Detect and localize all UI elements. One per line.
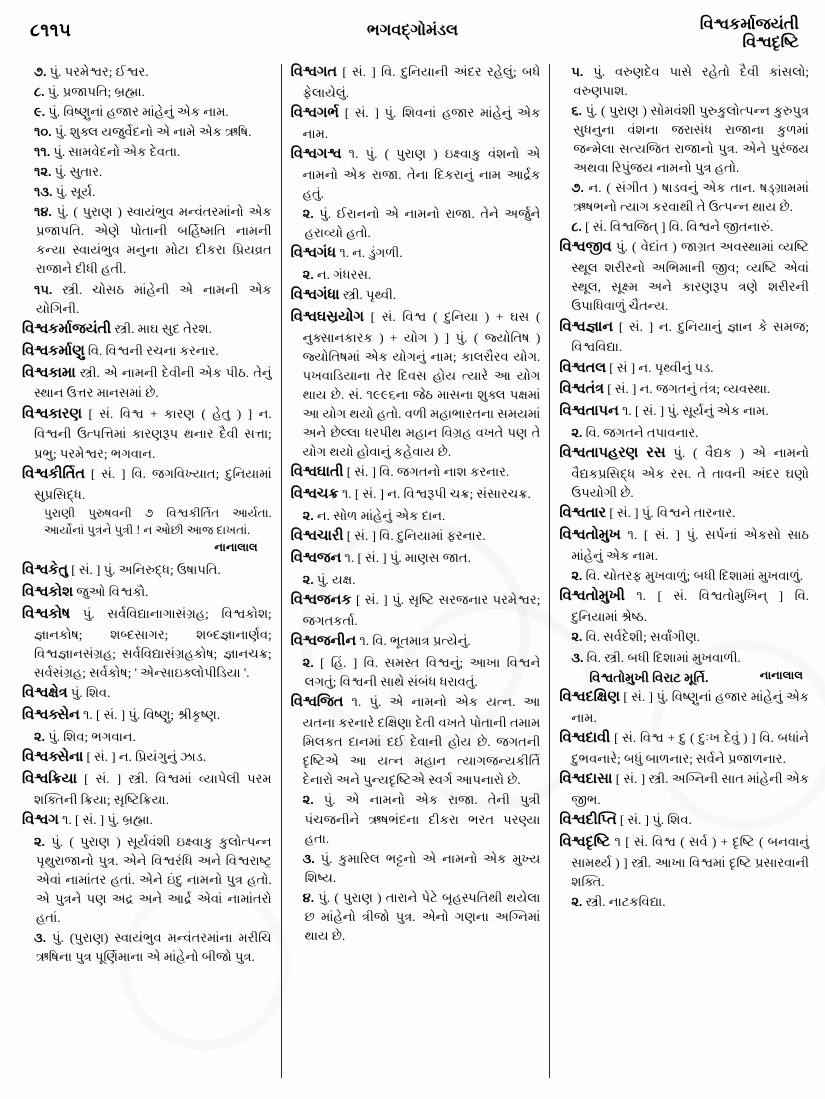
headword: વિશ્વઘસ્રયોગ xyxy=(290,309,364,326)
illustrative-quotation: વિશ્વતોમુખી વિરાટ મૂર્તિ. xyxy=(589,669,709,685)
sense-number: ૨. xyxy=(302,655,314,671)
dictionary-entry xyxy=(559,503,809,524)
sense-text: પું. વિષ્ણુનાં હજાર માંહેનું એક નામ. xyxy=(45,104,229,120)
sense-item xyxy=(559,217,809,236)
definition-text: [ સં. ] વિ. દુનિયામાં ફરનાર. xyxy=(343,528,486,544)
dictionary-entry xyxy=(22,363,272,403)
headword: વિશ્વગત xyxy=(290,64,337,80)
headword: વિશ્વક્રિયા xyxy=(22,770,77,787)
guide-word-last: વિશ્વદૃષ્ટિ xyxy=(742,34,799,52)
sense-item xyxy=(559,648,809,667)
sense-text: [ હિં. ] વિ. સમસ્ત વિશ્વનું; આખા વિશ્વને લગતું; વિશ્વની સાથે સંબંધ ધરાવતું. xyxy=(304,655,541,690)
sense-item xyxy=(291,204,541,242)
sense-text: પું. કુમારિલ ભટ્ટનો એ નામનો એક મુખ્ય શિષ્ય. xyxy=(304,850,541,885)
sense-text: પું. સુતાર. xyxy=(51,164,103,180)
definition-text: ૧. વિ. ભૂતમાત્ર પ્રત્યેનું. xyxy=(356,633,471,649)
headword: વિશ્વજન xyxy=(290,550,342,567)
dictionary-entry xyxy=(291,462,541,483)
headword: વિશ્વદાવી xyxy=(559,729,611,746)
sense-text: ન. સોળ માંહેનું એક દાન. xyxy=(313,508,446,524)
running-head xyxy=(16,14,809,60)
sense-text: પું. યક્ષ. xyxy=(313,572,356,588)
sense-text: પું. એ નામનો એક રાજા. તેની પુત્રી પંચજનીને ઋષભંદના દીકરા ભરત પરણ્યા હતા. xyxy=(304,792,541,846)
sense-item xyxy=(22,727,272,746)
dictionary-entry xyxy=(559,728,809,768)
headword: વિશ્વકોશ xyxy=(22,583,74,600)
sense-number: ૭. xyxy=(571,180,584,196)
sense-text: પું. ( પુરાણ ) સૂર્યવંશી ઇક્ષ્વાકુ કુલોત્પન્ન પૃથુરાજાનો પુત્ર. એને વિશ્વરંધિ અને વિશ્વરાષ્ટ્ર એવાં નામાંતર હતાં. એને ઇંદુ નામનો પુત્ર હતો. એ પુત્રને પણ અદ્ર અને આર્દ્ર એવાં નામાંતરો હતાં. xyxy=(36,833,272,925)
headword: વિશ્વકોષ xyxy=(22,605,71,622)
definition-text: પું. ( વેદાંત ) જાગ્રત અવસ્થામાં વ્યષ્ટિ સ્થૂલ શરીરનો અભિમાની જીવ; વ્યષ્ટિ એવાં સ્થૂલ, સૂક્ષ્મ અને કારણરૂપ ત્રણે શરીરની ઉપાધિવાળું ચૈતન્ય. xyxy=(571,239,810,314)
headword: વિશ્વકારણ xyxy=(22,405,82,422)
dictionary-entry xyxy=(22,404,272,463)
dictionary-entry xyxy=(559,687,809,727)
sense-item xyxy=(22,82,272,101)
headword: વિશ્વચક્ર xyxy=(290,486,339,503)
dictionary-entry xyxy=(22,747,272,768)
dictionary-entry xyxy=(291,103,541,143)
definition-text: ૧. ન. ડુંગળી. xyxy=(336,245,403,261)
definition-text: ૧ [ સં. વિશ્વ ( સર્વ ) + દૃષ્ટિ ( બનવાનું સામર્થ્ય ) ] સ્ત્રી. આખા વિશ્વમાં દૃષ્ટિ પ્રસારવાની શક્તિ. xyxy=(571,833,810,889)
definition-text: ૧. [ સં. ] પું. વિષ્ણુ; શ્રીકૃષ્ણ. xyxy=(79,706,221,722)
sense-text: પું. પરમેશ્વર; ઈશ્વર. xyxy=(46,64,149,79)
headword: વિશ્વદીપ્તિ xyxy=(559,811,617,828)
headword: વિશ્વકીર્તિત xyxy=(22,465,85,482)
definition-text: વિ. વિશ્વની રચના કરનાર. xyxy=(84,342,219,358)
dictionary-entry xyxy=(291,484,541,505)
definition-text: [ સં. ] ન. પ્રિયંગુનું ઝાડ. xyxy=(83,748,207,764)
headword: વિશ્વજ્ઞાન xyxy=(559,318,614,335)
headword: વિશ્વકર્માણુ xyxy=(22,342,85,359)
dictionary-entry xyxy=(22,705,272,726)
headword: વિશ્વતાર xyxy=(559,505,607,522)
dictionary-entry xyxy=(22,683,272,704)
headword: વિશ્વગંધ xyxy=(290,245,337,262)
text-column-1 xyxy=(10,62,281,1082)
definition-text: ૧. [ સં. વિશ્વતોમુખિન્ ] વિ. દુનિયામાં શ્રેષ્ઠ. xyxy=(571,588,810,625)
quotation-attribution: નાનાલાલ xyxy=(214,540,258,554)
headword: વિશ્વચારી xyxy=(290,528,344,545)
sense-item xyxy=(291,888,541,945)
sense-text: પું. ( પુરાણ ) સ્વાયંભુવ મન્વંતરમાંનો એક પ્રજાપતિ. એણે પોતાની બર્હિષ્મતિ નામની કન્યા સ્વાયંભુવ મનુના મોટા દીકરા પ્રિયવ્રત રાજાને દીધી હતી. xyxy=(36,204,272,277)
sense-item xyxy=(559,101,809,177)
dictionary-entry xyxy=(22,560,272,581)
sense-item xyxy=(291,790,541,847)
sense-number: ૫. xyxy=(571,64,584,79)
sense-text: પું. શિવ; ભગવાન. xyxy=(44,728,136,744)
sense-number: ૨. xyxy=(34,728,45,744)
definition-text: [ સં. ] પું. અનિરુદ્ધ; ઉષાપતિ. xyxy=(67,561,221,577)
sense-number: ૧૧. xyxy=(34,144,51,160)
sense-text: પું. પ્રજાપતિ; બ્રહ્મા. xyxy=(44,84,145,100)
sense-number: ૧૩. xyxy=(34,184,53,200)
definition-text: ૧. [ સં. ] પું. માણસ જાત. xyxy=(341,550,471,566)
definition-text: [ સં. ] વિ. જગવિખ્યાત; દુનિયામાં સુપ્રસિદ્ધ. xyxy=(34,465,272,502)
sense-item xyxy=(22,122,272,141)
definition-text: ૧. [ સં. ] પું. સૂર્યનું એક નામ. xyxy=(618,403,769,419)
headword: વિશ્વજીવ xyxy=(559,239,612,256)
headword: વિશ્વગર્ભ xyxy=(290,105,339,121)
headword: વિશ્વઘાતી xyxy=(290,464,344,481)
definition-text: ૧. [ સં. ] પું. બ્રહ્મા. xyxy=(58,811,153,827)
sense-number: ૨. xyxy=(571,425,583,441)
sense-number: ૨. xyxy=(571,893,583,909)
headword: વિશ્વજનીન xyxy=(290,633,357,650)
sense-number: ૧૦. xyxy=(34,124,52,140)
dictionary-entry xyxy=(559,769,809,809)
dictionary-entry xyxy=(22,464,272,504)
sense-text: વિ. સર્વદેશી; સર્વાંગીણ. xyxy=(582,629,701,645)
definition-text: [ સં. ] સ્ત્રી. વિશ્વમાં વ્યાપેલી પરમ શક્તિની ક્રિયા; સૃષ્ટિક્રિયા. xyxy=(34,770,272,807)
headword: વિશ્વતંત્ર xyxy=(559,381,604,398)
dictionary-entry xyxy=(559,358,809,379)
sense-text: ન. ( સંગીત ) ષાડવનું એક તાન. ષડ્ગ્રામમાં ઋષભનો ત્યાગ કરવાથી તે ઉત્પન્ન થાય છે. xyxy=(573,180,810,215)
headword: વિશ્વક્સેન xyxy=(22,706,80,723)
quotation-attribution: નાનાલાલ xyxy=(759,668,804,682)
sense-item xyxy=(291,653,541,691)
sense-item xyxy=(559,178,809,216)
sense-number: ૩. xyxy=(34,929,46,945)
sense-item xyxy=(291,570,541,589)
sense-number: ૨. xyxy=(302,792,314,808)
dictionary-entry xyxy=(559,237,809,315)
sense-text: પું. શુક્લ યજુર્વેદનો એ નામે એક ઋષિ. xyxy=(51,124,252,140)
definition-text: ૧. [ સં. ] ન. વિશ્વરૂપી ચક્ર; સંસારચક્ર. xyxy=(338,486,531,502)
text-column-3 xyxy=(550,62,815,1082)
sense-item xyxy=(22,142,272,161)
sense-item xyxy=(291,506,541,525)
sense-number: ૧૨. xyxy=(34,164,52,180)
headword: વિશ્વતોમુખ xyxy=(559,527,621,544)
headword: વિશ્વદક્ષિણ xyxy=(559,688,620,705)
definition-text: [ સં. ] પું. શિવનાં હજાર માંહેનું એક નામ. xyxy=(302,105,541,141)
definition-text: [ સં. ] પું. વિષ્ણુનાં હજાર માંહેનું એક નામ. xyxy=(571,688,810,725)
sense-item xyxy=(22,832,272,927)
sense-number: ૨. xyxy=(571,629,583,645)
definition-text: ૧. પું. ( પુરાણ ) ઇક્ષ્વાકુ વંશનો એ નામનો એક રાજા. તેના દિકરાનું નામ આર્દ્રક હતું. xyxy=(302,146,541,201)
dictionary-entry xyxy=(559,401,809,422)
headword: વિશ્વતલ xyxy=(559,359,607,376)
definition-text: પું. ( વૈદ્યક ) એ નામનો વૈદ્યકપ્રસિદ્ધ એક રસ. તે તાવની અંદર ઘણો ઉપયોગી છે. xyxy=(571,445,810,501)
headword: વિશ્વકર્માજયંતી xyxy=(22,320,112,337)
sense-number: ૨. xyxy=(302,206,314,222)
sense-number: ૩. xyxy=(302,850,315,866)
sense-number: ૨. xyxy=(302,267,314,283)
sense-item xyxy=(559,566,809,585)
sense-item xyxy=(291,265,541,284)
sense-text: પું. ( પુરાણ ) સોમવંશી પુરુકુલોત્પન્ન કુરુપુત્ર સુધનુના વંશના જરાસંધ રાજાના કુળમાં જન્મેલા સત્યજિત રાજાનો પુત્ર. એને પુરંજય અથવા રિપુંજય નામનો પુત્ર હતો. xyxy=(573,103,810,176)
sense-number: ૮. xyxy=(571,219,582,235)
dictionary-entry xyxy=(291,62,541,102)
dictionary-entry xyxy=(22,341,272,362)
definition-text: [ સં. વિશ્વ ( દુનિયા ) + ઘસ ( નુક્સાનકારક ) + યોગ ) ] પું. ( જ્યોતિષ ) જ્યોતિષમાં એક યોગનું નામ; કાલરૌરવ યોગ. પખવાડિયાના તેર દિવસ હોય ત્યારે આ યોગ થાય છે. સં. ૧૯૯૬ના જેઠ માસના શુક્લ પક્ષમાં આ યોગ થયો હતો. વળી મહાભારતના સમયમાં અને છેલ્લા ધરપીથ મહાન વિગ્રહ વખતે પણ તે યોગ થયો હોવાનું કહેવાય છે. xyxy=(302,309,541,460)
illustrative-quotation-block xyxy=(559,668,809,687)
book-title: ભગવદ્ગોમંડલ xyxy=(366,22,459,39)
sense-text: વિ. સ્ત્રી. બધી દિશામાં મુખવાળી. xyxy=(583,649,741,665)
dictionary-entry xyxy=(22,810,272,831)
headword: વિશ્વકામા xyxy=(22,364,76,381)
dictionary-entry xyxy=(559,586,809,626)
dictionary-entry xyxy=(559,810,809,831)
definition-text: [ સં. ] પું. વિશ્વને તારનાર. xyxy=(606,505,736,521)
sense-text: પું. (પુરાણ) સ્વાયંભુવ મન્વંતરમાંના મરીચિ ઋષિના પુત્ર પૂર્ણિમાના એ માંહેનો બીજો પુત્ર. xyxy=(36,929,272,964)
dictionary-entry xyxy=(22,604,272,682)
headword: વિશ્વગશ્વ xyxy=(290,146,342,162)
definition-text: [ સં. ] પું. શિવ. xyxy=(616,811,692,827)
headword: વિશ્વકેતુ xyxy=(22,561,68,578)
sense-item xyxy=(22,62,272,81)
definition-text: ૧. પું. એ નામનો એક યત્ન. આ યતના કરનારે દક્ષિણા દેતી વખતે પોતાની તમામ મિલકત દાનમાં દઈ દેવાની હોય છે. જગતની દૃષ્ટિએ આ યત્ન મહાન ત્યાગજન્યકીર્તિ દેનારો અને પુન્યદૃષ્ટિએ સ્વર્ગ આપનારો છે. xyxy=(302,694,541,788)
sense-text: વિ. ચોતરફ મુખવાળું; બધી દિશામાં મુખવાળું. xyxy=(582,568,804,584)
sense-text: પું. ( પુરાણ ) તારાને પેટે બૃહસ્પતિથી થયેલા છ માંહેનો ત્રીજો પુત્ર. એનો ગણના અગ્નિમાં થાય છે. xyxy=(304,889,541,943)
dictionary-entry xyxy=(22,582,272,603)
headword: વિશ્વજનક xyxy=(290,592,352,609)
dictionary-entry xyxy=(559,443,809,502)
sense-item xyxy=(22,102,272,121)
definition-text: પું. શિવ. xyxy=(67,684,111,700)
sense-text: સ્ત્રી. નાટકવિદ્યા. xyxy=(582,893,666,909)
headword: વિશ્વક્ષેત્ર xyxy=(22,684,68,701)
headword: વિશ્વદાસા xyxy=(559,770,613,787)
definition-text: પું. સર્વવિદ્યાનાગાસંગ્રહ; વિશ્વકોશ; જ્ઞાનકોષ; શબ્દસાગર; શબ્દજ્ઞાનાર્ણવ; વિશ્વજ્ઞાનસંગ્રહ; સર્વવિદ્યાસંગ્રહકોષ; જ્ઞાનચક્ર; સર્વસંગ્રહ; સર્વકોષ; ' એન્સાઇક્લોપીડિયા '. xyxy=(34,605,272,680)
sense-item xyxy=(559,627,809,646)
definition-text: જુઓ વિશ્વકોૅ. xyxy=(73,583,149,599)
guide-words xyxy=(700,16,799,53)
dictionary-entry xyxy=(291,307,541,461)
definition-text: [ સં. ] વિ. જગતનો નાશ કરનાર. xyxy=(343,464,510,480)
definition-text: [ સં. ] સ્ત્રી. અગ્નિની સાત માંહેની એક જીભ. xyxy=(571,770,810,807)
columns-container xyxy=(10,62,815,1082)
definition-text: [ સં. ] વિ. દુનિયાની અંદર રહેલું; બધે ફેલાયેલું. xyxy=(302,64,541,100)
sense-text: પું. સામવેદનો એક દેવતા. xyxy=(50,144,181,160)
dictionary-entry xyxy=(22,319,272,340)
sense-number: ૨. xyxy=(302,508,314,524)
sense-text: પું. ઈરાનનો એ નામનો રાજા. તેને અર્જુને હરાવ્યો હતો. xyxy=(304,206,541,241)
definition-text: [ સં. ] ન. દુનિયાનું જ્ઞાન કે સમજ; વિશ્વવિદ્યા. xyxy=(571,318,810,355)
definition-text: [ સં. ] પું. સૃષ્ટિ સરજનાર પરમેશ્વર; જગતકર્તા. xyxy=(302,592,541,629)
sense-text: પું. વરુણદેવ પાસે રહેતો દૈવી કાંસલો; વરુણપાશ. xyxy=(573,64,810,99)
definition-text: [ સં. વિશ્વ + દુ ( દુઃખ દેવું ) ] વિ. બધાંને દુભવનારે; બધું બાળનાર; સર્વને પ્રજાળનાર. xyxy=(571,729,810,766)
dictionary-entry xyxy=(291,548,541,569)
guide-word-first: વિશ્વકર્માજયંતી xyxy=(699,16,799,33)
sense-item xyxy=(291,849,541,887)
text-column-2 xyxy=(282,62,550,1082)
sense-number: ૨. xyxy=(302,572,314,588)
headword: વિશ્વદૃષ્ટિ xyxy=(559,833,611,850)
headword: વિશ્વજિત xyxy=(290,694,344,711)
headword: વિશ્વતોમુખી xyxy=(559,588,625,605)
sense-item xyxy=(22,928,272,966)
headword: વિશ્વગ xyxy=(22,811,59,828)
sense-number: ૬. xyxy=(571,103,582,119)
definition-text: સ્ત્રી. એ નામની દેવીની એક પીઠ. તેનું સ્થાન ઉત્તર માનસમાં છે. xyxy=(34,364,272,401)
dictionary-entry xyxy=(559,379,809,400)
headword: વિશ્વતાપહરણ રસ xyxy=(559,445,666,462)
definition-text: સ્ત્રી. પૃથ્વી. xyxy=(339,287,397,303)
dictionary-entry xyxy=(291,144,541,203)
sense-item xyxy=(559,892,809,911)
headword: વિશ્વતાપન xyxy=(559,403,619,420)
sense-number: ૯. xyxy=(34,104,46,120)
sense-item xyxy=(22,182,272,201)
headword: વિશ્વગંધા xyxy=(290,287,340,304)
definition-text: [ સં. ] ન. જગતનું તંત્ર; વ્યવસ્થા. xyxy=(603,381,771,397)
definition-text: સ્ત્રી. માઘ સુદ તેરશ. xyxy=(111,320,212,336)
sense-item xyxy=(559,62,809,100)
sense-text: ન. ગંધરસ. xyxy=(313,267,372,283)
sense-number: ૭. xyxy=(34,64,47,79)
definition-text: [ સં. વિશ્વ + કારણ ( હેતુ ) ] ન. વિશ્વની ઉત્પત્તિમાં કારણરૂપ થનાર દૈવી સત્તા; પ્રભુ; પરમેશ્વર; ભગવાન. xyxy=(34,405,272,461)
definition-text: [ સં ] ન. પૃથ્વીનું પડ. xyxy=(606,359,714,375)
sense-number: ૧૪. xyxy=(34,204,52,220)
definition-text: ૧. [ સં. ] પું. સર્પનાં એકસો સાઠ માંહેનું એક નામ. xyxy=(571,527,810,564)
sense-text: સ્ત્રી. ચોસઠ માંહેની એ નામની એક યોગિની. xyxy=(36,281,272,316)
sense-number: ૮. xyxy=(34,84,45,100)
sense-text: વિ. જગતને તપાવનાર. xyxy=(582,425,699,441)
sense-number: ૩. xyxy=(571,649,584,665)
headword: વિશ્વક્સેના xyxy=(22,748,84,765)
sense-number: ૪. xyxy=(302,889,315,905)
dictionary-entry xyxy=(559,525,809,565)
sense-item xyxy=(22,202,272,278)
dictionary-entry xyxy=(291,631,541,652)
sense-item xyxy=(559,423,809,442)
sense-number: ૧૫. xyxy=(34,281,53,297)
dictionary-entry xyxy=(291,526,541,547)
page-number: ૮૧૧૫ xyxy=(30,20,72,40)
sense-number: ૨. xyxy=(34,833,45,849)
sense-text: [ સં. વિશ્વજિત્ ] વિ. વિશ્વને જીતનારું. xyxy=(581,219,774,235)
sense-item xyxy=(22,162,272,181)
sense-text: પું. સૂર્ય. xyxy=(52,184,96,200)
dictionary-entry xyxy=(559,317,809,357)
dictionary-entry xyxy=(291,590,541,630)
illustrative-quotation: પુરાણી પુરુષવની ૭ વિશ્વકીર્તિત આર્યતા. આર્યોનાં પુત્રને પુત્રી ! ન ઓછી આજ દાખતાં. xyxy=(44,505,272,537)
dictionary-entry xyxy=(291,285,541,306)
sense-item xyxy=(22,280,272,318)
dictionary-entry xyxy=(291,692,541,789)
dictionary-entry xyxy=(559,832,809,891)
dictionary-entry xyxy=(291,243,541,264)
dictionary-entry xyxy=(22,769,272,809)
sense-number: ૨. xyxy=(571,568,583,584)
